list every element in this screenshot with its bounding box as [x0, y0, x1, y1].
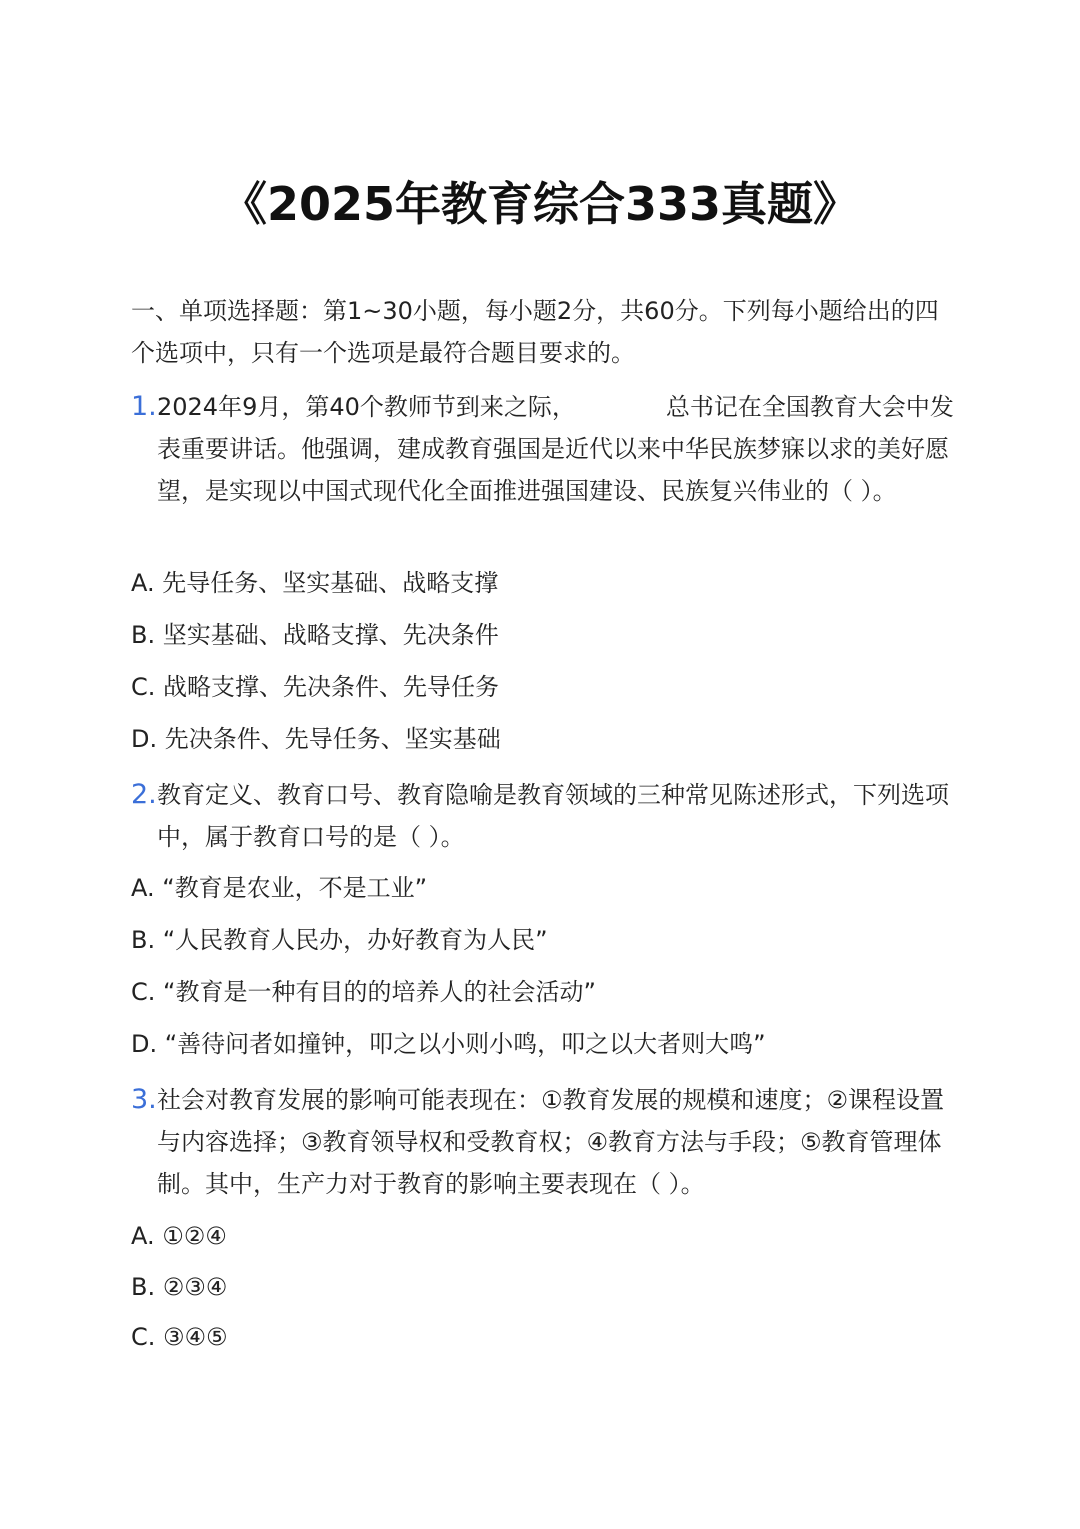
option-2c: C. “教育是一种有目的的培养人的社会活动” [131, 978, 596, 1006]
section-intro: 一、单项选择题：第1~30小题，每小题2分，共60分。下列每小题给出的四个选项中，只有一个选项是最符合题目要求的。 [131, 297, 939, 367]
option-1d: D. 先决条件、先导任务、坚实基础 [131, 725, 501, 753]
option-3c: C. ③④⑤ [131, 1323, 228, 1351]
option-1a: A. 先导任务、坚实基础、战略支撑 [131, 569, 499, 597]
document-title: 《2025年教育综合333真题》 [220, 177, 860, 231]
option-2a: A. “教育是农业，不是工业” [131, 874, 428, 902]
question-stem: 教育定义、教育口号、教育隐喻是教育领域的三种常见陈述形式，下列选项中，属于教育口号的是（ ）。 [157, 781, 949, 851]
question-stem [157, 386, 961, 512]
question-stem: 社会对教育发展的影响可能表现在：①教育发展的规模和速度；②课程设置与内容选择；③教育领导权和受教育权；④教育方法与手段；⑤教育管理体制。其中，生产力对于教育的影响主要表现在（ ）。 [157, 1086, 945, 1198]
question-1 [131, 386, 961, 512]
question-3 [131, 1079, 961, 1205]
question-number: 3. [131, 1084, 157, 1115]
option-1c: C. 战略支撑、先决条件、先导任务 [131, 673, 500, 701]
question-stem-part: 2024年9月，第40个教师节到来之际， [157, 393, 576, 421]
question-number: 2. [131, 779, 157, 810]
question-2 [131, 774, 961, 858]
option-2d: D. “善待问者如撞钟，叩之以小则小鸣，叩之以大者则大鸣” [131, 1030, 766, 1058]
option-3a: A. ①②④ [131, 1222, 227, 1250]
question-number: 1. [131, 391, 157, 422]
option-1b: B. 坚实基础、战略支撑、先决条件 [131, 621, 499, 649]
question-stem-part: 总书记在全国教育大会中发表重要讲话。他强调，建成教育强国是近代以来中华民族梦寐以求的美好愿望，是实现以中国式现代化全面推进强国建设、民族复兴伟业的（ ）。 [157, 393, 954, 505]
option-3b: B. ②③④ [131, 1273, 228, 1301]
option-2b: B. “人民教育人民办，办好教育为人民” [131, 926, 548, 954]
